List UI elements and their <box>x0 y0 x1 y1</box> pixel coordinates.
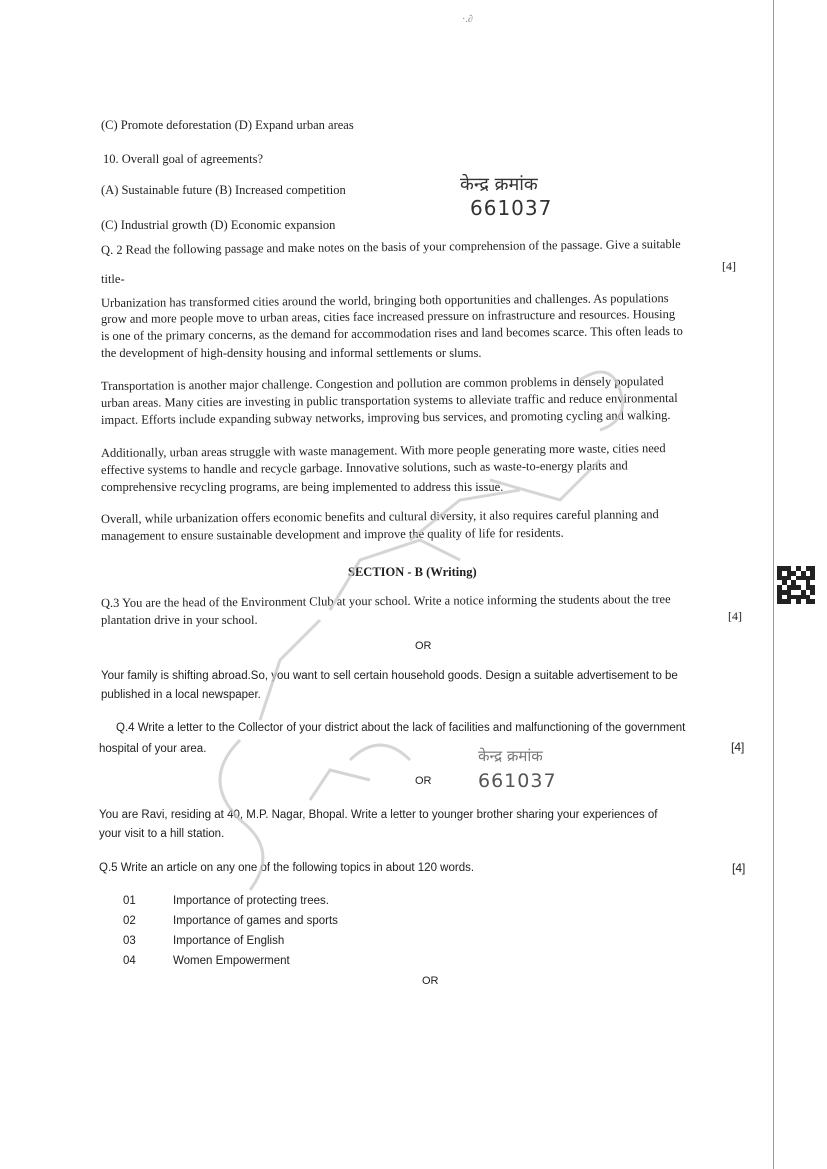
page-right-border <box>773 0 774 1169</box>
q2-para1-line1: Urbanization has transformed cities around the world, bringing both opportunities and challenges. As populations <box>100 291 669 310</box>
q2-para2-line1: Transportation is another major challenge. Congestion and pollution are common problems in densely populated <box>100 374 664 393</box>
q2-prompt-line1: Q. 2 Read the following passage and make notes on the basis of your comprehension of the passage. Give a suitable <box>100 236 681 257</box>
q10-question: 10. Overall goal of agreements? <box>103 152 264 166</box>
q5-topic-text: Importance of games and sports <box>173 915 338 927</box>
q2-prompt-line2: title- <box>101 272 125 286</box>
q4-marks: [4] <box>731 740 745 754</box>
q2-para3-line2: effective systems to handle and recycle garbage. Innovative solutions, such as waste-to-energy plants and <box>100 458 628 477</box>
q5-topic-text: Importance of protecting trees. <box>173 895 329 907</box>
q2-para1-line3: is one of the primary concerns, as the demand for accommodation rises and land becomes scarce. This often leads to <box>100 323 683 343</box>
q5-prompt: Q.5 Write an article on any one of the following topics in about 120 words. <box>99 862 475 874</box>
q3-prompt-line2: plantation drive in your school. <box>101 613 258 627</box>
q2-para4-line2: management to ensure sustainable development and improve the quality of life for residents. <box>100 525 564 543</box>
qr-code-icon <box>777 566 815 604</box>
q9-options-c-d: (C) Promote deforestation (D) Expand urban areas <box>101 118 354 132</box>
q2-para1-line4: the development of high-density housing and informal settlements or slums. <box>101 346 482 360</box>
q2-para2-line2: urban areas. Many cities are investing in public transportation systems to alleviate traffic and reduce environmental <box>100 390 678 410</box>
q5-topic-num: 03 <box>123 935 136 947</box>
q3-or: OR <box>415 640 432 652</box>
q4-alt-line1: You are Ravi, residing at 40, M.P. Nagar, Bhopal. Write a letter to younger brother sharing your experiences of <box>99 809 658 821</box>
q2-para1-line2: grow and more people move to urban areas, cities face increased pressure on infrastructure and resources. Housing <box>100 306 676 326</box>
q3-alt-line1: Your family is shifting abroad.So, you want to sell certain household goods. Design a suitable advertisement to be <box>101 670 678 682</box>
centre-stamp-label-2: केन्द्र क्रमांक <box>478 747 543 765</box>
q4-or: OR <box>415 775 432 787</box>
q5-topic-text: Women Empowerment <box>173 955 290 967</box>
q5-marks: [4] <box>732 861 746 875</box>
q4-prompt-line2: hospital of your area. <box>99 743 207 755</box>
q3-alt-line2: published in a local newspaper. <box>101 689 261 701</box>
centre-stamp-number: 661037 <box>470 196 553 220</box>
q2-para4-line1: Overall, while urbanization offers economic benefits and cultural diversity, it also requires careful planning and <box>100 507 659 526</box>
q5-topic-num: 04 <box>123 955 136 967</box>
top-mark: ·.∂ <box>462 14 473 25</box>
q10-options-a-b: (A) Sustainable future (B) Increased competition <box>101 183 346 197</box>
q3-marks: [4] <box>728 609 742 623</box>
q5-topic-num: 02 <box>123 915 136 927</box>
q2-para3-line1: Additionally, urban areas struggle with waste management. With more people generating more waste, cities need <box>100 441 666 460</box>
centre-stamp-number-2: 661037 <box>478 770 557 792</box>
q5-topic-num: 01 <box>123 895 136 907</box>
q5-topic-text: Importance of English <box>173 935 285 947</box>
q4-prompt-line1: Q.4 Write a letter to the Collector of your district about the lack of facilities and malfunctioning of the government <box>116 722 686 734</box>
q10-options-c-d: (C) Industrial growth (D) Economic expansion <box>101 218 336 232</box>
q2-para2-line3: impact. Efforts include expanding subway networks, improving bus services, and promoting cycling and walking. <box>100 408 671 427</box>
q2-marks: [4] <box>722 259 736 273</box>
q2-para3-line3: comprehensive recycling programs, are being implemented to address this issue. <box>101 480 504 494</box>
q5-or: OR <box>422 975 439 987</box>
centre-stamp-label: केन्द्र क्रमांक <box>460 174 538 195</box>
q4-alt-line2: your visit to a hill station. <box>99 828 225 840</box>
q3-prompt-line1: Q.3 You are the head of the Environment Club at your school. Write a notice informing the students about the tree <box>100 592 671 610</box>
section-b-heading: SECTION - B (Writing) <box>348 565 477 579</box>
